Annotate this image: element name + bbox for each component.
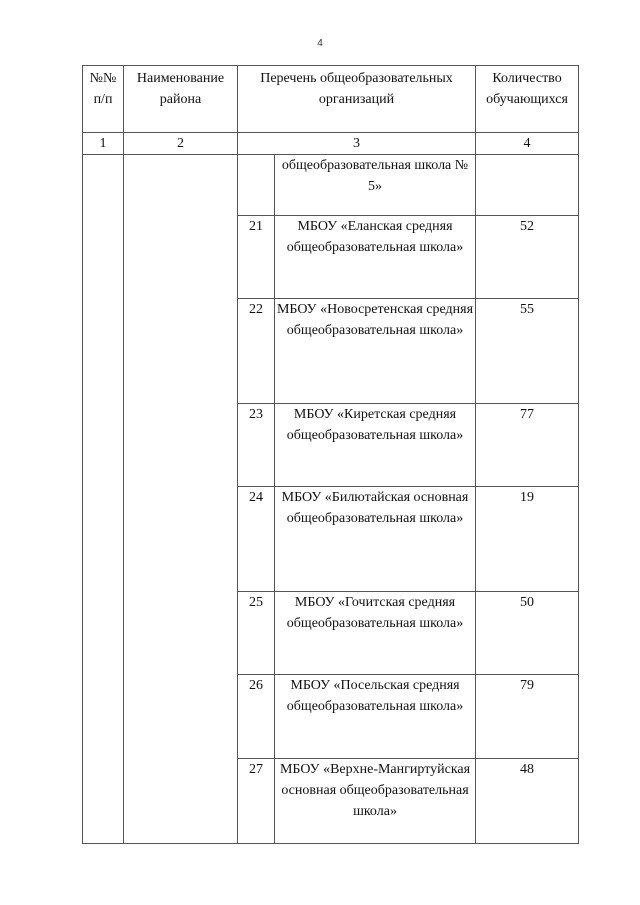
number-cell-empty [83, 155, 124, 844]
column-index: 3 [238, 133, 476, 155]
students-count: 48 [476, 759, 579, 844]
header-organizations: Перечень общеобразовательных организаций [238, 66, 476, 133]
column-index: 2 [124, 133, 238, 155]
column-index: 1 [83, 133, 124, 155]
column-index-row [83, 133, 579, 155]
organization-name: МБОУ «Верхне-Мангиртуйская основная общеобразовательная школа» [275, 759, 476, 844]
organization-name: МБОУ «Посельская средняя общеобразовательная школа» [275, 675, 476, 759]
schools-table [82, 65, 579, 844]
organization-name: МБОУ «Билютайская основная общеобразовательная школа» [275, 487, 476, 592]
header-district: Наименование района [124, 66, 238, 133]
page-number: 4 [317, 38, 323, 49]
students-count: 77 [476, 404, 579, 487]
students-count: 50 [476, 592, 579, 675]
row-number: 23 [238, 404, 275, 487]
organization-name: МБОУ «Киретская средняя общеобразовательная школа» [275, 404, 476, 487]
header-students-count: Количество обучающихся [476, 66, 579, 133]
row-number: 21 [238, 216, 275, 299]
row-number: 22 [238, 299, 275, 404]
continuation-row [83, 155, 579, 216]
row-number: 24 [238, 487, 275, 592]
column-index: 4 [476, 133, 579, 155]
organization-name: МБОУ «Новосретенская средняя общеобразовательная школа» [275, 299, 476, 404]
header-number: №№ п/п [83, 66, 124, 133]
header-row [83, 66, 579, 133]
students-count: 79 [476, 675, 579, 759]
students-count: 19 [476, 487, 579, 592]
students-count [476, 155, 579, 216]
sub-number-cell-empty [238, 155, 275, 216]
row-number: 26 [238, 675, 275, 759]
students-count: 52 [476, 216, 579, 299]
row-number: 25 [238, 592, 275, 675]
students-count: 55 [476, 299, 579, 404]
district-cell-empty [124, 155, 238, 844]
organization-name: общеобразовательная школа № 5» [275, 155, 476, 216]
row-number: 27 [238, 759, 275, 844]
organization-name: МБОУ «Еланская средняя общеобразовательная школа» [275, 216, 476, 299]
organization-name: МБОУ «Гочитская средняя общеобразовательная школа» [275, 592, 476, 675]
